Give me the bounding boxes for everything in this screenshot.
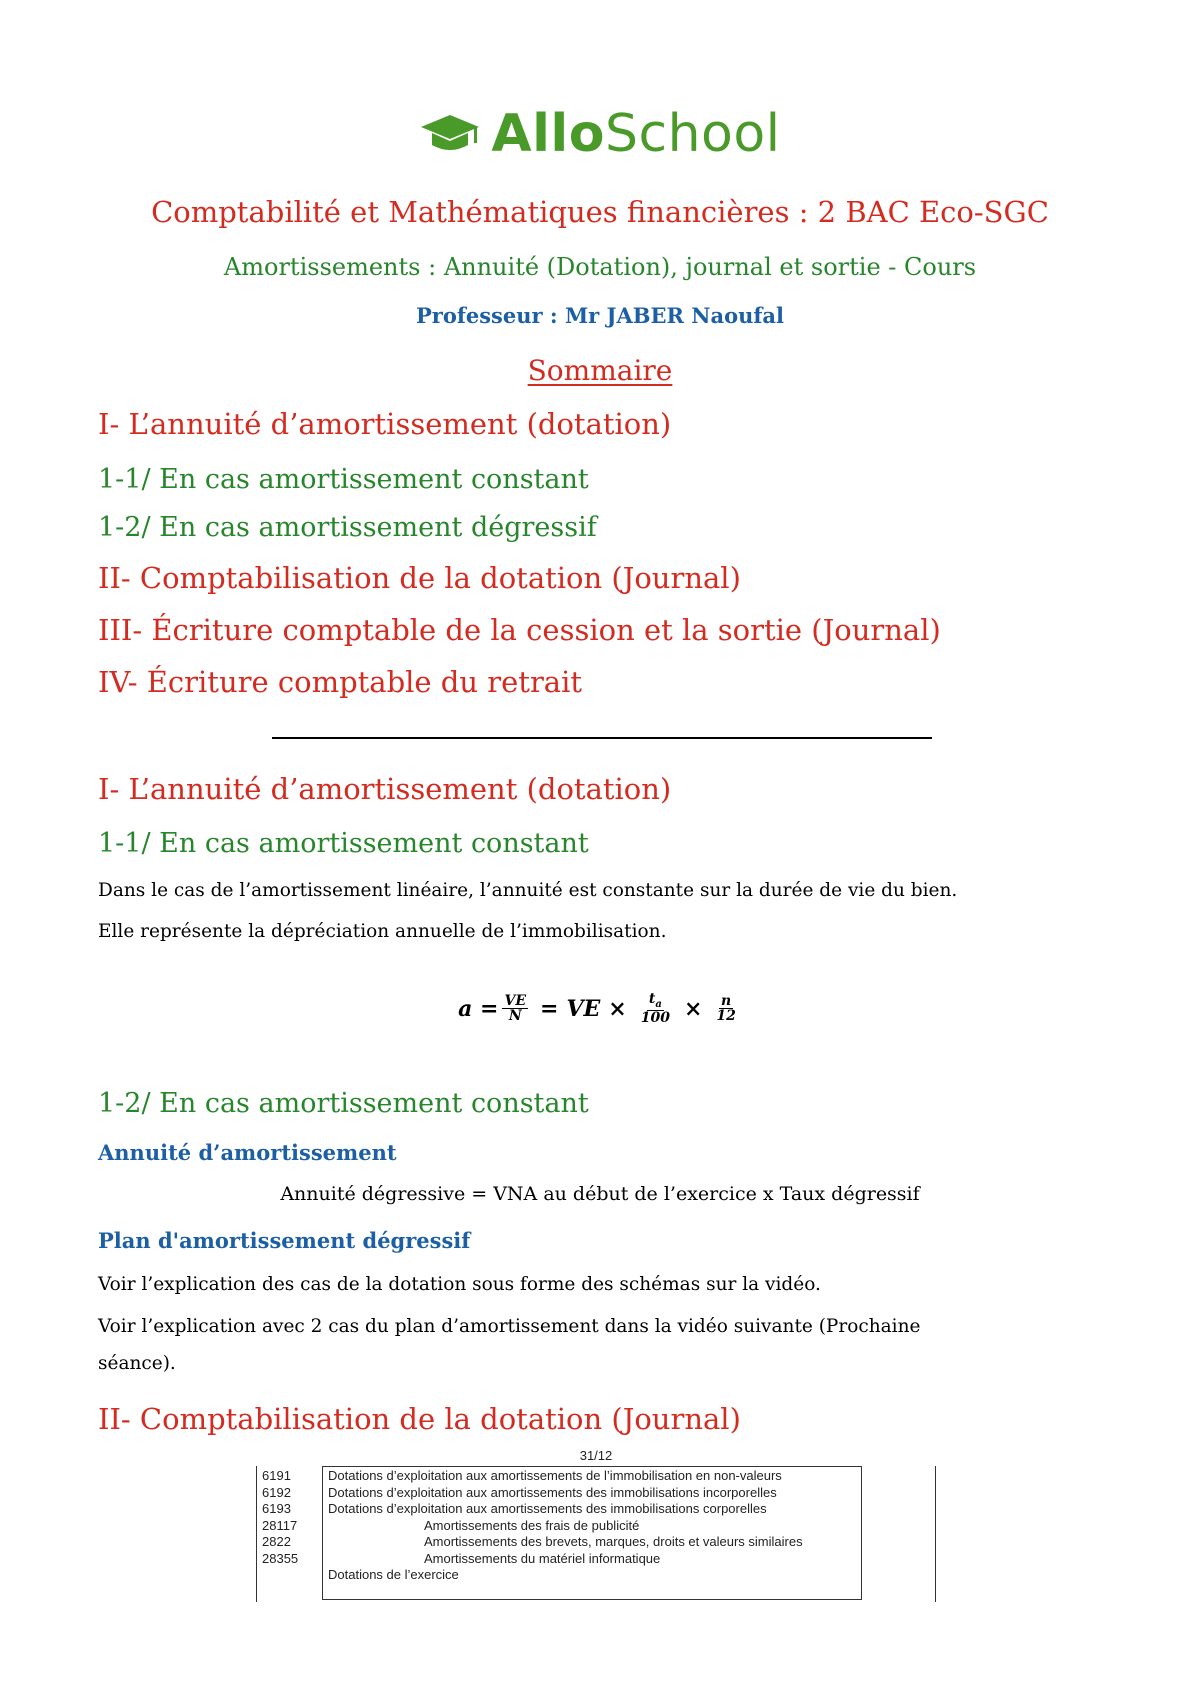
degressive-annuity-formula: Annuité dégressive = VNA au début de l’exercice x Taux dégressif (280, 1183, 920, 1205)
journal-row (256, 1567, 936, 1583)
journal-row (256, 1518, 936, 1534)
account-label: Amortissements du matériel informatique (424, 1550, 661, 1566)
summary-item[interactable]: 1-1/ En cas amortissement constant (98, 464, 589, 495)
formula-numerator: VE (504, 992, 527, 1009)
alloschool-logo (0, 104, 1200, 164)
paragraph: Voir l’explication avec 2 cas du plan d’amortissement dans la vidéo suivante (Prochaine (98, 1316, 921, 1337)
subsubsection-heading: Plan d'amortissement dégressif (98, 1228, 471, 1253)
logo-text-bold: Allo (491, 104, 605, 164)
account-label: Dotations d’exploitation aux amortissements de l’immobilisation en non-valeurs (328, 1468, 782, 1483)
journal-row (256, 1551, 936, 1567)
paragraph: séance). (98, 1353, 176, 1374)
section-divider (272, 737, 932, 739)
journal-row (256, 1534, 936, 1550)
summary-item[interactable]: I- L’annuité d’amortissement (dotation) (98, 407, 672, 441)
annuity-formula (0, 992, 1200, 1026)
formula-term: VE (566, 995, 601, 1022)
document-subtitle: Amortissements : Annuité (Dotation), journal et sortie - Cours (223, 253, 977, 281)
account-code: 6192 (262, 1484, 291, 1500)
formula-operator: = (540, 995, 559, 1022)
formula-fraction (714, 994, 737, 1024)
journal-row (256, 1501, 936, 1517)
summary-item[interactable]: III- Écriture comptable de la cession et la sortie (Journal) (98, 613, 941, 647)
formula-denominator: N (508, 1008, 522, 1025)
graduation-cap-icon (419, 111, 481, 157)
account-label: Dotations d’exploitation aux amortissements des immobilisations corporelles (328, 1501, 767, 1516)
account-label: Dotations de l’exercice (328, 1567, 459, 1582)
paragraph: Dans le cas de l’amortissement linéaire, l’annuité est constante sur la durée de vie du bien. (98, 880, 958, 901)
account-code: 6193 (262, 1501, 291, 1516)
account-code: 28355 (262, 1550, 299, 1566)
formula-numerator: n (721, 992, 732, 1009)
formula-fraction (639, 992, 672, 1026)
subsubsection-heading: Annuité d’amortissement (98, 1140, 397, 1165)
document-title: Comptabilité et Mathématiques financières : 2 BAC Eco-SGC (151, 195, 1049, 229)
account-code: 6191 (262, 1468, 291, 1483)
logo-text (491, 104, 781, 164)
summary-item[interactable]: 1-2/ En cas amortissement dégressif (98, 512, 597, 543)
professor-name: Professeur : Mr JABER Naoufal (415, 303, 785, 328)
formula-subscript: a (655, 998, 662, 1010)
formula-operator: × (608, 995, 627, 1022)
summary-item[interactable]: II- Comptabilisation de la dotation (Journal) (98, 561, 741, 595)
formula-fraction (502, 994, 528, 1024)
account-code: 28117 (262, 1517, 298, 1533)
account-code: 2822 (262, 1534, 291, 1549)
journal-row (256, 1485, 936, 1501)
formula-numerator-text: t (648, 991, 656, 1007)
journal-date: 31/12 (579, 1448, 613, 1463)
summary-heading: Sommaire (527, 354, 673, 387)
paragraph: Voir l’explication des cas de la dotation sous forme des schémas sur la vidéo. (98, 1274, 821, 1295)
formula-lhs: a = (458, 995, 499, 1022)
account-label: Dotations d’exploitation aux amortissements des immobilisations incorporelles (328, 1484, 777, 1500)
journal-row (256, 1468, 936, 1484)
formula-denominator: 12 (716, 1008, 736, 1025)
journal-entry (256, 1448, 936, 1604)
account-label: Amortissements des brevets, marques, droits et valeurs similaires (424, 1534, 803, 1549)
subsection-heading: 1-2/ En cas amortissement constant (98, 1088, 589, 1119)
paragraph: Elle représente la dépréciation annuelle de l’immobilisation. (98, 921, 667, 942)
account-label: Amortissements des frais de publicité (424, 1517, 640, 1533)
subsection-heading: 1-1/ En cas amortissement constant (98, 828, 589, 859)
logo-text-regular: School (604, 104, 781, 164)
formula-operator: × (683, 995, 703, 1022)
formula-numerator (647, 992, 664, 1011)
section-heading: I- L’annuité d’amortissement (dotation) (98, 772, 672, 806)
formula-denominator: 100 (640, 1010, 670, 1027)
summary-item[interactable]: IV- Écriture comptable du retrait (98, 665, 583, 699)
section-heading: II- Comptabilisation de la dotation (Journal) (98, 1402, 741, 1436)
